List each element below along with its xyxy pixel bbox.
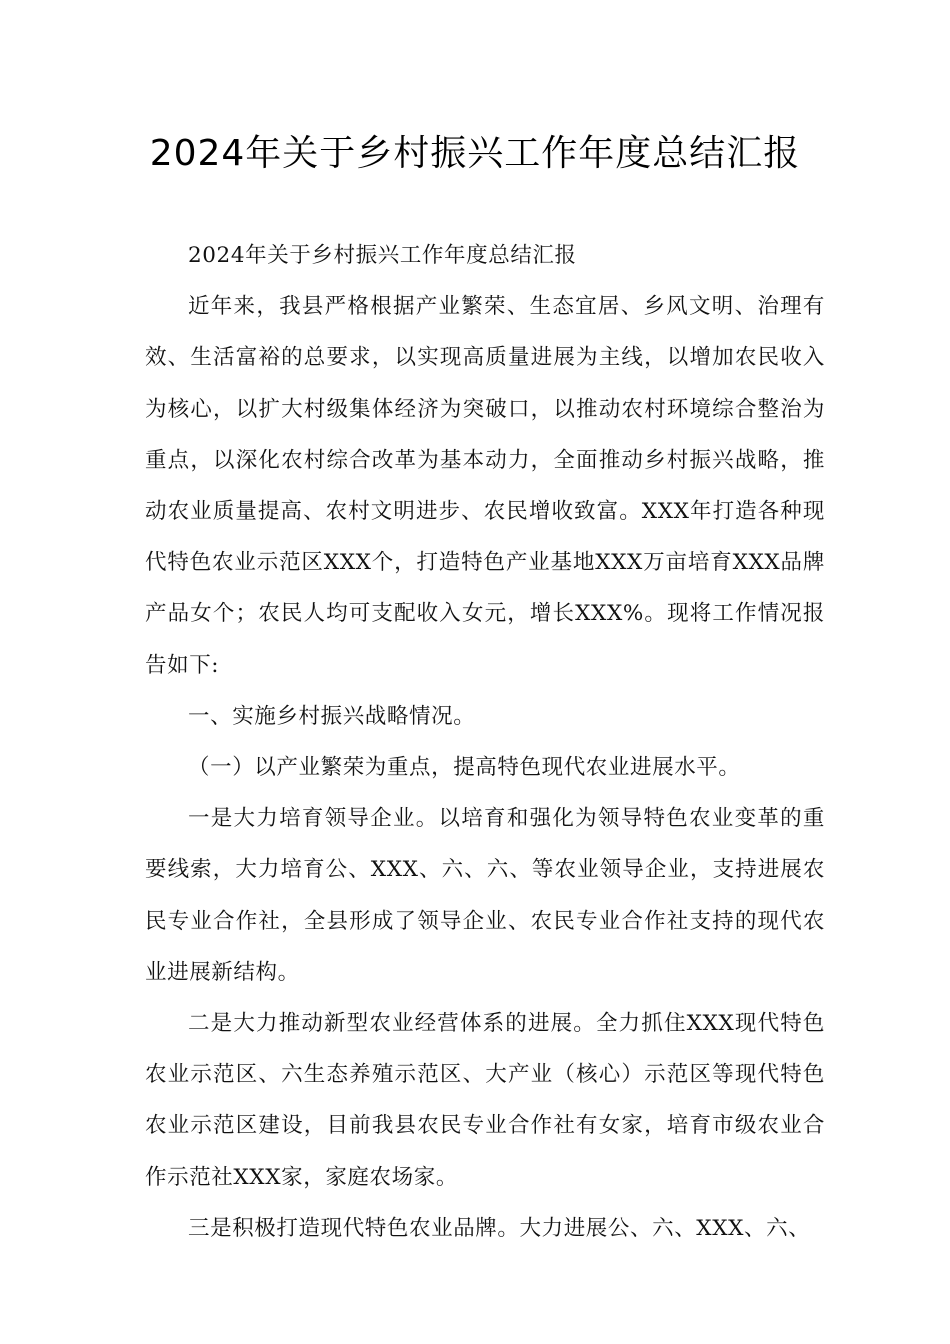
- paragraph-point-3: 三是积极打造现代特色农业品牌。大力进展公、六、XXX、六、: [188, 1215, 811, 1241]
- paragraph-subtitle: 2024年关于乡村振兴工作年度总结汇报: [188, 243, 577, 268]
- paragraph-point-1: 一是大力培育领导企业。以培育和强化为领导特色农业变革的重要线索，大力培育公、XXX、六、六、等农业领导企业，支持进展农民专业合作社，全县形成了领导企业、农民专业合作社支持的现代农业进展新结构。: [145, 806, 825, 985]
- paragraph-point-2: 二是大力推动新型农业经营体系的进展。全力抓住XXX现代特色农业示范区、六生态养殖示范区、大产业（核心）示范区等现代特色农业示范区建设，目前我县农民专业合作社有女家，培育市级农业合作示范社XXX家，家庭农场家。: [145, 1011, 825, 1190]
- document-title: 2024年关于乡村振兴工作年度总结汇报: [149, 133, 801, 174]
- subsection-heading-1: （一）以产业繁荣为重点，提高特色现代农业进展水平。: [188, 755, 741, 781]
- paragraph-intro: 近年来，我县严格根据产业繁荣、生态宜居、乡风文明、治理有效、生活富裕的总要求，以实现高质量进展为主线，以增加农民收入为核心，以扩大村级集体经济为突破口，以推动农村环境综合整治为重点，以深化农村综合改革为基本动力，全面推动乡村振兴战略，推动农业质量提高、农村文明进步、农民增收致富。XXX年打造各种现代特色农业示范区XXX个，打造特色产业基地XXX万亩培育XXX品牌产品女个；农民人均可支配收入女元，增长XXX%。现将工作情况报告如下:: [145, 294, 825, 678]
- section-heading-1: 一、实施乡村振兴战略情况。: [188, 703, 476, 729]
- document-body: [145, 230, 825, 1254]
